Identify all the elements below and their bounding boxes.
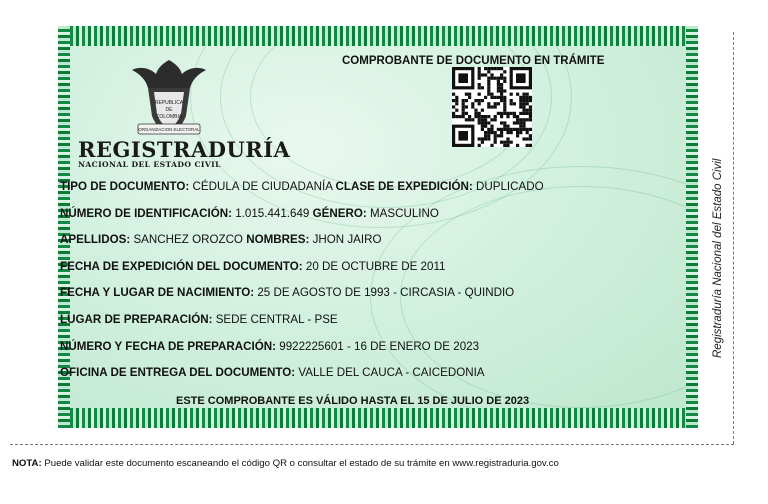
document-title: COMPROBANTE DE DOCUMENTO EN TRÁMITE bbox=[342, 55, 605, 67]
emblem-text-1: REPUBLICA bbox=[154, 100, 184, 106]
field-row bbox=[60, 286, 544, 313]
qr-code-icon[interactable] bbox=[452, 67, 532, 147]
field-value: 1.015.441.649 bbox=[235, 206, 310, 220]
cut-line-vertical bbox=[733, 32, 734, 444]
field-label: CLASE DE EXPEDICIÓN: bbox=[335, 180, 473, 193]
field-row bbox=[60, 340, 544, 367]
side-vertical-text: Registraduría Nacional del Estado Civil bbox=[712, 158, 724, 358]
field-label: TIPO DE DOCUMENTO: bbox=[60, 180, 190, 193]
field-value: SANCHEZ OROZCO bbox=[133, 233, 243, 247]
field-label: FECHA Y LUGAR DE NACIMIENTO: bbox=[60, 286, 255, 300]
field-value: VALLE DEL CAUCA - CAICEDONIA bbox=[298, 366, 485, 380]
field-label: APELLIDOS: bbox=[60, 233, 131, 247]
guilloche-border-top bbox=[58, 26, 698, 46]
emblem-ribbon-text: ORGANIZACION ELECTORAL bbox=[138, 127, 200, 132]
field-label: GÉNERO: bbox=[312, 206, 367, 220]
field-value: CÉDULA DE CIUDADANÍA bbox=[192, 180, 333, 193]
field-value: 20 DE OCTUBRE DE 2011 bbox=[305, 259, 446, 273]
coat-of-arms-icon bbox=[124, 54, 214, 144]
emblem-text-3: COLOMBIA bbox=[155, 114, 183, 120]
cut-line-horizontal bbox=[10, 444, 734, 445]
field-value: 9922225601 - 16 DE ENERO DE 2023 bbox=[279, 339, 480, 353]
brand-subtitle: NACIONAL DEL ESTADO CIVIL bbox=[78, 160, 221, 169]
field-label: FECHA DE EXPEDICIÓN DEL DOCUMENTO: bbox=[60, 259, 303, 273]
field-value: 25 DE AGOSTO DE 1993 - CIRCASIA - QUINDIO bbox=[257, 286, 515, 300]
field-row bbox=[60, 207, 544, 234]
guilloche-border-right bbox=[686, 26, 698, 428]
field-label: NOMBRES: bbox=[246, 233, 310, 247]
brand-title: REGISTRADURÍA bbox=[78, 137, 291, 162]
note-text: Puede validar este documento escaneando el código QR o consultar el estado de su trámite en www.registraduria.gov.co bbox=[44, 458, 559, 469]
field-label: NÚMERO DE IDENTIFICACIÓN: bbox=[60, 206, 232, 220]
field-label: OFICINA DE ENTREGA DEL DOCUMENTO: bbox=[60, 366, 296, 380]
field-row bbox=[60, 180, 544, 207]
field-value: DUPLICADO bbox=[476, 180, 544, 193]
field-list bbox=[60, 180, 544, 393]
field-row bbox=[60, 313, 544, 340]
note-label: NOTA: bbox=[12, 458, 42, 469]
brand-logo bbox=[78, 137, 290, 169]
field-row bbox=[60, 233, 544, 260]
field-label: NÚMERO Y FECHA DE PREPARACIÓN: bbox=[60, 339, 277, 353]
footer-note bbox=[12, 458, 559, 469]
emblem-text-2: DE bbox=[165, 107, 173, 113]
field-label: LUGAR DE PREPARACIÓN: bbox=[60, 312, 213, 326]
guilloche-border-bottom bbox=[58, 408, 698, 428]
field-value: MASCULINO bbox=[369, 206, 439, 220]
field-row bbox=[60, 366, 544, 393]
validity-statement: ESTE COMPROBANTE ES VÁLIDO HASTA EL 15 DE JULIO DE 2023 bbox=[176, 395, 530, 407]
field-row bbox=[60, 260, 544, 287]
field-value: SEDE CENTRAL - PSE bbox=[215, 312, 338, 326]
field-value: JHON JAIRO bbox=[312, 233, 382, 247]
